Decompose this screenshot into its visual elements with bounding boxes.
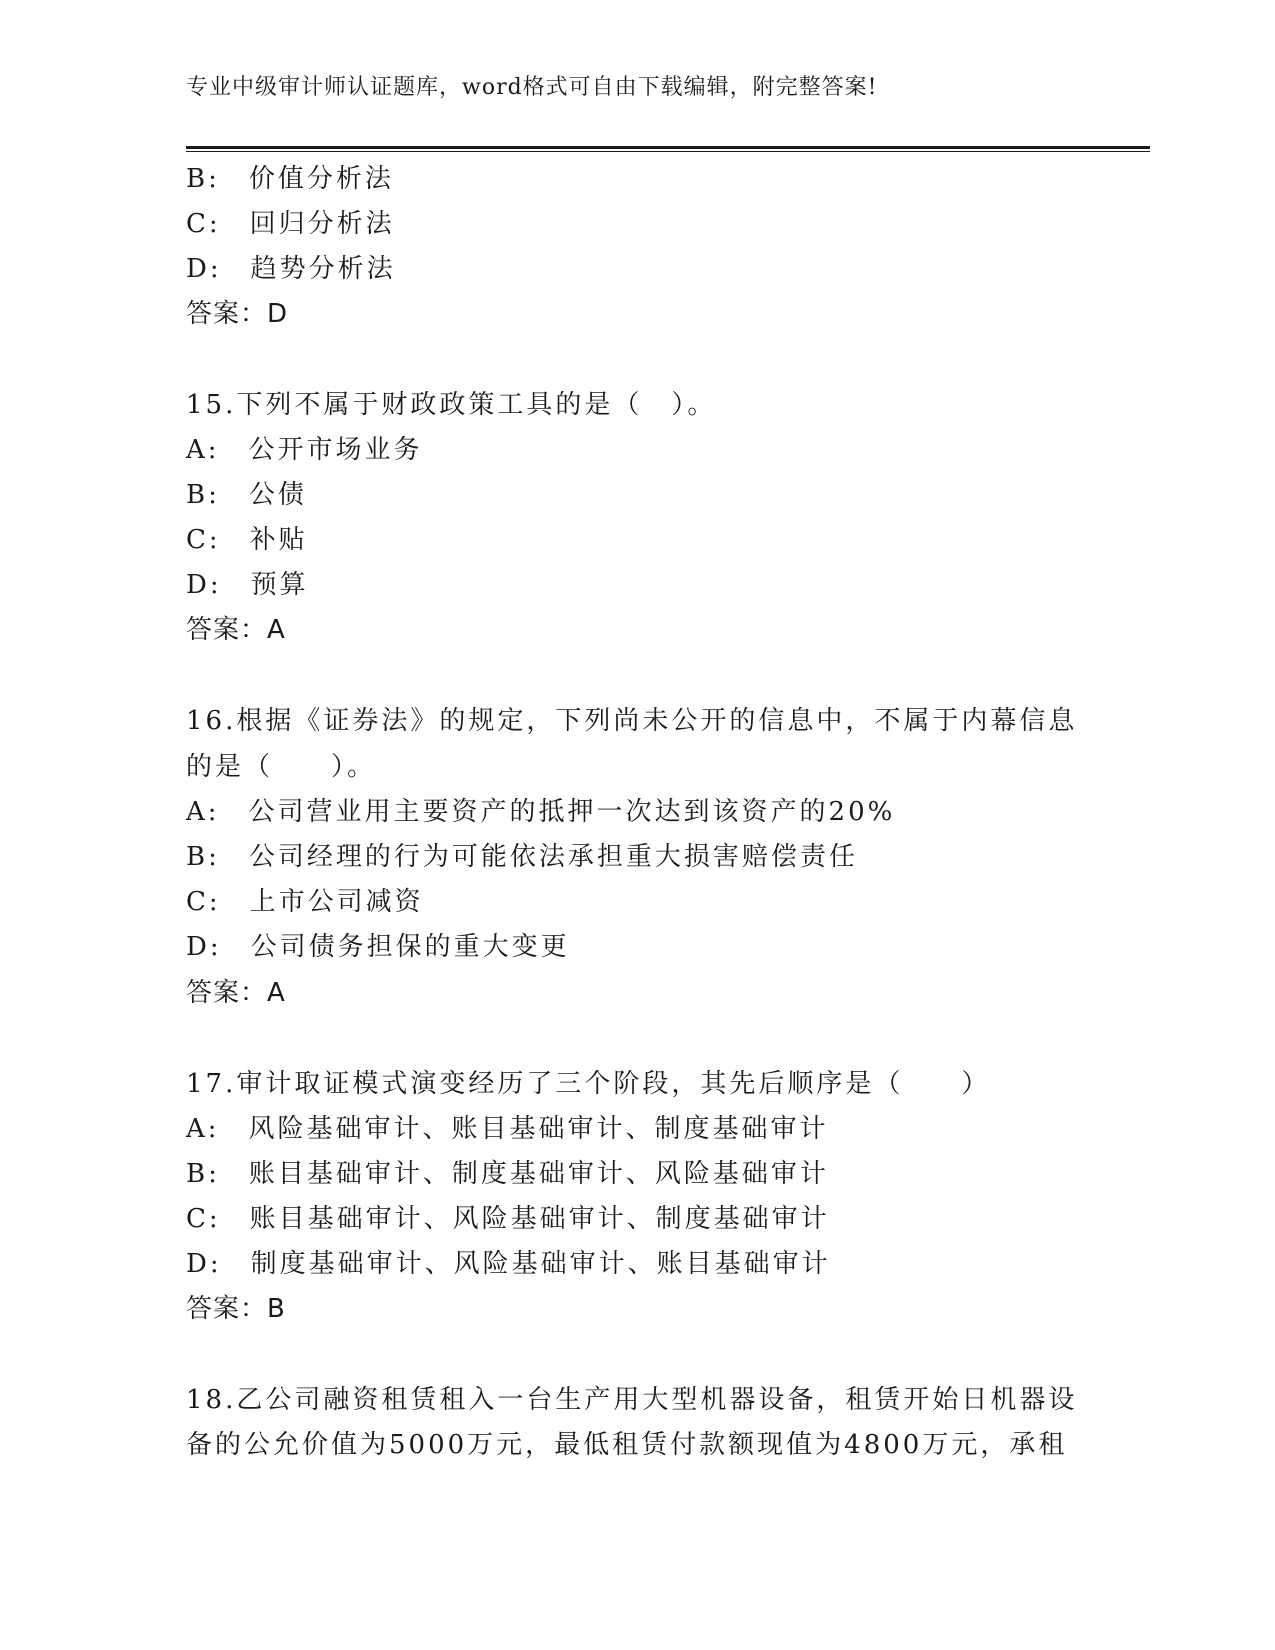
text-line: B: 公债 bbox=[186, 480, 307, 510]
text-line: D: 预算 bbox=[186, 570, 309, 600]
text-line: A: 公司营业用主要资产的抵押一次达到该资产的20% bbox=[186, 797, 896, 827]
text-line: 17.审计取证模式演变经历了三个阶段，其先后顺序是（ ） bbox=[186, 1069, 991, 1099]
header-rule-thick bbox=[186, 146, 1150, 149]
text-line: C: 回归分析法 bbox=[186, 209, 395, 239]
text-line: B: 公司经理的行为可能依法承担重大损害赔偿责任 bbox=[186, 842, 858, 872]
text-line: D: 趋势分析法 bbox=[186, 254, 396, 284]
text-line: B: 价值分析法 bbox=[186, 164, 394, 194]
text-line: D: 制度基础审计、风险基础审计、账目基础审计 bbox=[186, 1249, 831, 1279]
text-line: B: 账目基础审计、制度基础审计、风险基础审计 bbox=[186, 1159, 829, 1189]
text-line: C: 账目基础审计、风险基础审计、制度基础审计 bbox=[186, 1204, 830, 1234]
text-line: C: 上市公司减资 bbox=[186, 887, 424, 917]
text-line: 的是（ ）。 bbox=[186, 752, 377, 782]
text-line: 15.下列不属于财政政策工具的是（ ）。 bbox=[186, 390, 717, 420]
answer-line: 答案：B bbox=[186, 1294, 286, 1324]
text-line: 16.根据《证券法》的规定，下列尚未公开的信息中，不属于内幕信息 bbox=[186, 706, 1078, 736]
text-line: 备的公允价值为5000万元，最低租赁付款额现值为4800万元，承租 bbox=[186, 1430, 1068, 1460]
text-line: 18.乙公司融资租赁租入一台生产用大型机器设备，租赁开始日机器设 bbox=[186, 1385, 1078, 1415]
header-rule-thin bbox=[186, 151, 1150, 152]
text-line: A: 风险基础审计、账目基础审计、制度基础审计 bbox=[186, 1114, 829, 1144]
text-line: A: 公开市场业务 bbox=[186, 435, 423, 465]
text-line: C: 补贴 bbox=[186, 525, 308, 555]
page-header: 专业中级审计师认证题库，word格式可自由下载编辑，附完整答案! bbox=[186, 75, 878, 100]
text-line: D: 公司债务担保的重大变更 bbox=[186, 932, 570, 962]
answer-line: 答案：A bbox=[186, 615, 286, 645]
answer-line: 答案：A bbox=[186, 978, 286, 1008]
answer-line: 答案：D bbox=[186, 299, 289, 329]
